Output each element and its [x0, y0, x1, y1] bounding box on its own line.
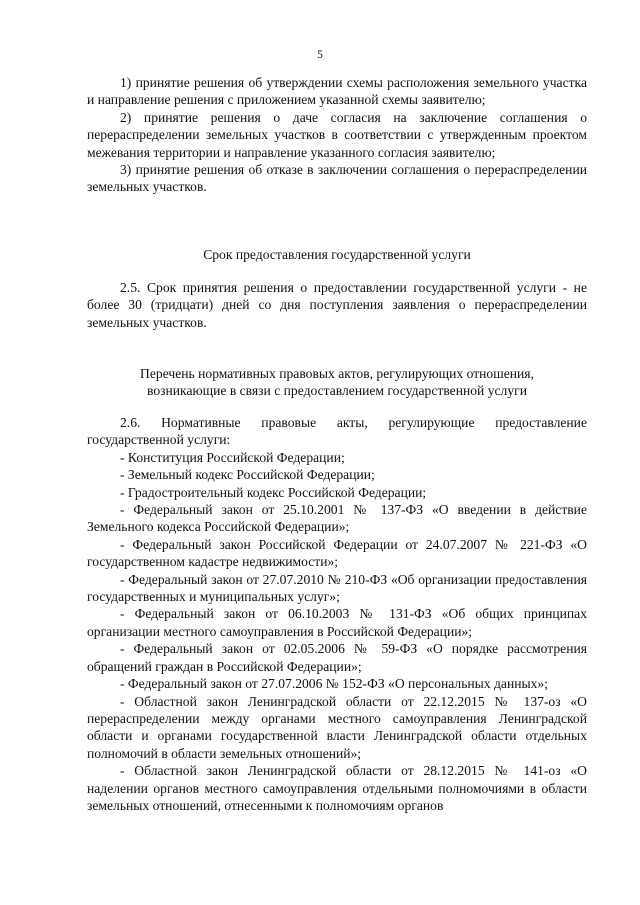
acts-section [87, 414, 587, 814]
decision-list [87, 74, 587, 196]
list-item: - Градостроительный кодекс Российской Федерации; [120, 484, 427, 500]
section-heading-term [87, 246, 587, 263]
list-item: - Федеральный закон от 27.07.2010 № 210-ФЗ «Об организации предоставления государственных и муниципальных услуг»; [87, 571, 587, 605]
section-heading-line: возникающие в связи с предоставлением государственной услуги [147, 383, 527, 399]
list-item: - Федеральный закон Российской Федерации от 24.07.2007 № 221-ФЗ «О государственном кадастре недвижимости»; [87, 536, 587, 570]
term-paragraph [87, 279, 587, 331]
list-item: 3) принятие решения об отказе в заключении соглашения о перераспределении земельных участков. [87, 162, 587, 195]
list-item: 1) принятие решения об утверждении схемы расположения земельного участка и направление решения с приложением указанной схемы заявителю; [87, 75, 587, 108]
list-item: - Федеральный закон от 02.05.2006 № 59-ФЗ «О порядке рассмотрения обращений граждан в Российской Федерации»; [87, 641, 587, 674]
list-item: - Конституция Российской Федерации; [120, 449, 345, 465]
list-item: - Федеральный закон от 06.10.2003 № 131-ФЗ «Об общих принципах организации местного самоуправления в Российской Федерации»; [87, 606, 587, 639]
list-item: - Федеральный закон от 25.10.2001 № 137-ФЗ «О введении в действие Земельного кодекса Российской Федерации»; [87, 502, 587, 535]
page-number: 5 [317, 49, 323, 61]
section-heading-line: Перечень нормативных правовых актов, регулирующих отношения, [140, 366, 534, 381]
list-item: - Федеральный закон от 27.07.2006 № 152-ФЗ «О персональных данных»; [120, 676, 548, 692]
list-item: - Земельный кодекс Российской Федерации; [120, 467, 375, 483]
section-heading-acts [87, 365, 587, 400]
list-item: - Областной закон Ленинградской области от 28.12.2015 № 141-оз «О наделении органов местного самоуправления отдельными полномочиями в области земельных отношений, отнесенными к полномочиям органов [87, 763, 587, 813]
list-item: - Областной закон Ленинградской области от 22.12.2015 № 137-оз «О перераспределении между органами местного самоуправления Ленинградской области и органами государственной власти Ленинградской области отдельных полномочий в области земельных отношений»; [87, 693, 587, 761]
list-item: 2) принятие решения о даче согласия на заключение соглашения о перераспределении земельных участков в соответствии с утвержденным проектом межевания территории и направление указанного согласия заявителю; [87, 109, 587, 160]
section-heading: Срок предоставления государственной услуги [203, 247, 471, 262]
paragraph-2-5: 2.5. Срок принятия решения о предоставлении государственной услуги - не более 30 (тридцати) дней со дня поступления заявления о перераспределении земельных участков. [87, 280, 587, 330]
paragraph-2-6: 2.6. Нормативные правовые акты, регулирующие предоставление государственной услуги: [87, 415, 587, 448]
